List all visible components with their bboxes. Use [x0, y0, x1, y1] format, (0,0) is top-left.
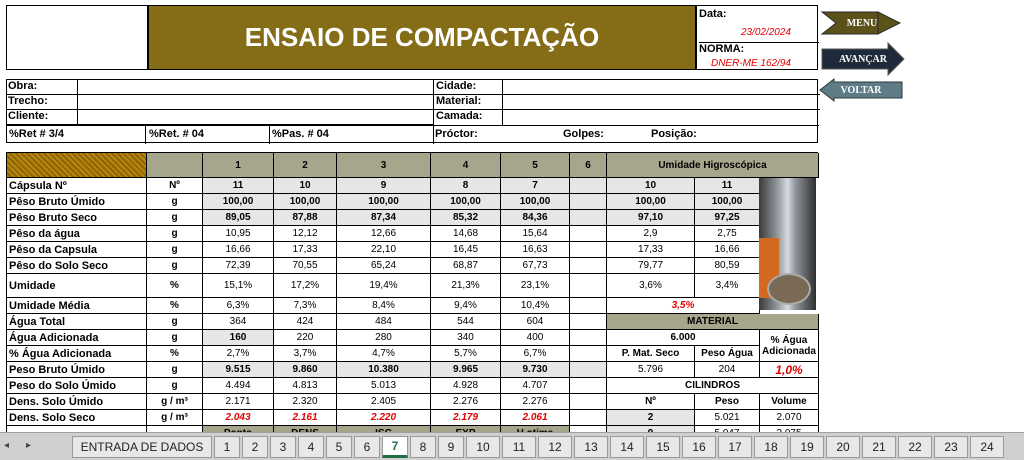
- data-cell: 4,7%: [337, 346, 431, 362]
- row-unit: g / m³: [147, 394, 203, 410]
- data-cell: 2.276: [431, 394, 501, 410]
- camada-label: Camada:: [436, 110, 483, 122]
- material-title: MATERIAL: [607, 314, 819, 330]
- ret34-label: %Ret # 3/4: [9, 128, 65, 140]
- cilindro-volume[interactable]: 2.070: [760, 410, 819, 426]
- sheet-tab-21[interactable]: 21: [862, 436, 896, 458]
- cidade-field[interactable]: [502, 80, 820, 125]
- data-cell: 8,4%: [337, 298, 431, 314]
- humidity-cell[interactable]: 3,6%: [607, 274, 695, 298]
- data-cell: 5.013: [337, 378, 431, 394]
- data-cell[interactable]: 10,95: [203, 226, 274, 242]
- data-cell[interactable]: [570, 226, 607, 242]
- data-cell: 2.043: [203, 410, 274, 426]
- back-button[interactable]: VOLTAR: [820, 79, 902, 101]
- table-header-blank: [147, 153, 203, 178]
- data-cell: [570, 410, 607, 426]
- data-cell[interactable]: 15,64: [501, 226, 570, 242]
- row-unit: g: [147, 330, 203, 346]
- data-cell[interactable]: 67,73: [501, 258, 570, 274]
- data-cell: 23,1%: [501, 274, 570, 298]
- data-cell[interactable]: 12,12: [274, 226, 337, 242]
- data-cell[interactable]: 84,36: [501, 210, 570, 226]
- row-unit: %: [147, 274, 203, 298]
- norma-value[interactable]: DNER-ME 162/94: [710, 58, 791, 69]
- data-cell: [570, 298, 607, 314]
- norma-label: NORMA:: [699, 42, 819, 55]
- humidity-cell[interactable]: 97,25: [695, 210, 760, 226]
- row-unit: %: [147, 298, 203, 314]
- row-unit: %: [147, 346, 203, 362]
- data-cell: 2.320: [274, 394, 337, 410]
- data-cell[interactable]: 9.860: [274, 362, 337, 378]
- data-cell[interactable]: 11: [203, 178, 274, 194]
- humidity-cell[interactable]: 100,00: [607, 194, 695, 210]
- humidity-cell[interactable]: 10: [607, 178, 695, 194]
- date-value[interactable]: 23/02/2024: [740, 27, 791, 38]
- data-cell: 2.405: [337, 394, 431, 410]
- date-box: [696, 5, 818, 70]
- data-cell[interactable]: 8: [431, 178, 501, 194]
- table-header-hatch: [7, 153, 147, 178]
- data-cell[interactable]: 16,63: [501, 242, 570, 258]
- data-cell[interactable]: 7: [501, 178, 570, 194]
- humidity-cell[interactable]: 16,66: [695, 242, 760, 258]
- row-label: Umidade: [7, 274, 147, 298]
- data-cell[interactable]: 9.515: [203, 362, 274, 378]
- agua-pct-label: [760, 330, 819, 362]
- data-cell: 4.813: [274, 378, 337, 394]
- cilindros-col: Volume: [760, 394, 819, 410]
- cliente-label: Cliente:: [8, 110, 49, 122]
- pas04-label: %Pas. # 04: [272, 128, 329, 140]
- data-cell: 2.161: [274, 410, 337, 426]
- data-cell[interactable]: 12,66: [337, 226, 431, 242]
- row-unit: g: [147, 314, 203, 330]
- data-cell[interactable]: 65,24: [337, 258, 431, 274]
- row-unit: g: [147, 242, 203, 258]
- data-cell: 364: [203, 314, 274, 330]
- info-block: [6, 79, 818, 143]
- data-cell: 484: [337, 314, 431, 330]
- row-unit: g: [147, 258, 203, 274]
- sheet-tab-17[interactable]: 17: [718, 436, 752, 458]
- data-cell: 2,7%: [203, 346, 274, 362]
- header-logo-box: [6, 5, 148, 70]
- data-cell[interactable]: 100,00: [274, 194, 337, 210]
- sheet-tab-bar: [0, 432, 1024, 460]
- data-cell: 15,1%: [203, 274, 274, 298]
- data-cell[interactable]: 87,88: [274, 210, 337, 226]
- col-header-2: 2: [274, 153, 337, 178]
- data-cell: [570, 274, 607, 298]
- peso-agua-label: Peso Água: [695, 346, 760, 362]
- data-cell: 21,3%: [431, 274, 501, 298]
- data-cell[interactable]: 100,00: [501, 194, 570, 210]
- humidity-cell[interactable]: 17,33: [607, 242, 695, 258]
- data-cell: 604: [501, 314, 570, 330]
- data-cell: [570, 314, 607, 330]
- data-cell[interactable]: 10.380: [337, 362, 431, 378]
- data-cell: 7,3%: [274, 298, 337, 314]
- data-cell[interactable]: 220: [274, 330, 337, 346]
- sheet-tab-8[interactable]: 8: [410, 436, 436, 458]
- sheet-tab-11[interactable]: 11: [502, 436, 536, 458]
- data-cell[interactable]: [570, 242, 607, 258]
- row-unit: g: [147, 194, 203, 210]
- humidity-cell[interactable]: 79,77: [607, 258, 695, 274]
- row-label: Pêso Bruto Úmido: [7, 194, 147, 210]
- sheet-tab-4[interactable]: 4: [298, 436, 324, 458]
- col-header-1: 1: [203, 153, 274, 178]
- sheet-tab-14[interactable]: 14: [610, 436, 644, 458]
- row-label: Dens. Solo Seco: [7, 410, 147, 426]
- data-cell[interactable]: 16,45: [431, 242, 501, 258]
- data-cell: 10,4%: [501, 298, 570, 314]
- umidade-higroscopica-header: Umidade Higroscópica: [607, 153, 819, 178]
- sheet-tab-9[interactable]: 9: [438, 436, 464, 458]
- sheet-tab-18[interactable]: 18: [754, 436, 788, 458]
- sheet-tab-3[interactable]: 3: [270, 436, 296, 458]
- data-cell[interactable]: 100,00: [203, 194, 274, 210]
- col-header-6: 6: [570, 153, 607, 178]
- data-cell[interactable]: 100,00: [337, 194, 431, 210]
- peso-mat-seco-label: P. Mat. Seco: [607, 346, 695, 362]
- row-label: Peso do Solo Úmido: [7, 378, 147, 394]
- col-header-4: 4: [431, 153, 501, 178]
- data-cell: [570, 394, 607, 410]
- humidity-cell[interactable]: 100,00: [695, 194, 760, 210]
- row-unit: g: [147, 226, 203, 242]
- cilindro-peso[interactable]: 5.021: [695, 410, 760, 426]
- peso-agua: 204: [695, 362, 760, 378]
- cilindro-num[interactable]: 2: [607, 410, 695, 426]
- row-label: Pêso da Capsula: [7, 242, 147, 258]
- sheet-tab-12[interactable]: 12: [538, 436, 572, 458]
- data-cell[interactable]: [570, 178, 607, 194]
- data-cell[interactable]: [570, 330, 607, 346]
- data-cell[interactable]: 14,68: [431, 226, 501, 242]
- trecho-label: Trecho:: [8, 95, 48, 107]
- data-cell: 4.707: [501, 378, 570, 394]
- date-label: Data:: [699, 8, 727, 20]
- cilindros-title: CILINDROS: [607, 378, 819, 394]
- posicao-label: Posição:: [651, 128, 697, 140]
- sheet-tab-10[interactable]: 10: [466, 436, 500, 458]
- sheet-tab-15[interactable]: 15: [646, 436, 680, 458]
- data-cell[interactable]: 89,05: [203, 210, 274, 226]
- tab-scroll-left-icon[interactable]: ◂: [4, 440, 10, 451]
- sheet-tab-16[interactable]: 16: [682, 436, 716, 458]
- data-cell: 17,2%: [274, 274, 337, 298]
- data-cell: 19,4%: [337, 274, 431, 298]
- row-unit: g / m³: [147, 410, 203, 426]
- row-label: Pêso da água: [7, 226, 147, 242]
- humidity-cell[interactable]: 11: [695, 178, 760, 194]
- data-cell[interactable]: 280: [337, 330, 431, 346]
- cidade-label: Cidade:: [436, 80, 477, 92]
- row-label: Dens. Solo Úmido: [7, 394, 147, 410]
- data-cell[interactable]: 340: [431, 330, 501, 346]
- sheet-tab-19[interactable]: 19: [790, 436, 824, 458]
- data-cell[interactable]: 70,55: [274, 258, 337, 274]
- data-cell: 9,4%: [431, 298, 501, 314]
- data-cell: 4.928: [431, 378, 501, 394]
- data-cell: 4.494: [203, 378, 274, 394]
- col-header-5: 5: [501, 153, 570, 178]
- peso-mat-seco: 5.796: [607, 362, 695, 378]
- data-cell: 2.179: [431, 410, 501, 426]
- data-cell: [570, 346, 607, 362]
- data-cell: 6,7%: [501, 346, 570, 362]
- data-cell[interactable]: 160: [203, 330, 274, 346]
- sheet-tab-23[interactable]: 23: [934, 436, 968, 458]
- proctor-label: Próctor:: [435, 128, 478, 140]
- cilindros-col: Nº: [607, 394, 695, 410]
- data-cell[interactable]: 9.965: [431, 362, 501, 378]
- data-cell: 6,3%: [203, 298, 274, 314]
- sheet-tab-7[interactable]: 7: [382, 436, 408, 458]
- row-label: Pêso do Solo Seco: [7, 258, 147, 274]
- row-label: Pêso Bruto Seco: [7, 210, 147, 226]
- data-cell: 2.220: [337, 410, 431, 426]
- humidity-cell[interactable]: 3,4%: [695, 274, 760, 298]
- data-cell[interactable]: 10: [274, 178, 337, 194]
- humidity-mean: 3,5%: [607, 298, 760, 314]
- row-label: Cápsula Nº: [7, 178, 147, 194]
- data-cell[interactable]: 400: [501, 330, 570, 346]
- row-label: Umidade Média: [7, 298, 147, 314]
- data-cell[interactable]: 9.730: [501, 362, 570, 378]
- sheet-tab-13[interactable]: 13: [574, 436, 608, 458]
- humidity-cell[interactable]: 2,75: [695, 226, 760, 242]
- cilindros-col: Peso: [695, 394, 760, 410]
- sheet-tab-1[interactable]: 1: [214, 436, 240, 458]
- data-cell: 2.276: [501, 394, 570, 410]
- data-cell[interactable]: 68,87: [431, 258, 501, 274]
- data-cell: [570, 378, 607, 394]
- data-cell: 424: [274, 314, 337, 330]
- col-header-3: 3: [337, 153, 431, 178]
- row-label: Peso Bruto Úmido: [7, 362, 147, 378]
- page-title: ENSAIO DE COMPACTAÇÃO: [148, 5, 696, 70]
- material-value[interactable]: 6.000: [607, 330, 760, 346]
- row-label: Água Adicionada: [7, 330, 147, 346]
- row-unit: g: [147, 378, 203, 394]
- menu-button[interactable]: MENU: [822, 8, 902, 38]
- data-cell[interactable]: 17,33: [274, 242, 337, 258]
- main-table: [6, 152, 818, 432]
- sheet-tab-22[interactable]: 22: [898, 436, 932, 458]
- sheet-tab-5[interactable]: 5: [326, 436, 352, 458]
- data-cell[interactable]: 87,34: [337, 210, 431, 226]
- data-cell: 2.171: [203, 394, 274, 410]
- obra-label: Obra:: [8, 80, 38, 92]
- soil-sample-photo: [759, 178, 816, 310]
- agua-pct-value[interactable]: 1,0%: [760, 362, 819, 378]
- row-label: % Água Adicionada: [7, 346, 147, 362]
- data-cell[interactable]: 100,00: [431, 194, 501, 210]
- sheet-tab-20[interactable]: 20: [826, 436, 860, 458]
- obra-field[interactable]: [77, 80, 433, 125]
- humidity-cell[interactable]: 97,10: [607, 210, 695, 226]
- data-cell[interactable]: [570, 258, 607, 274]
- data-cell: 2.061: [501, 410, 570, 426]
- data-cell[interactable]: 85,32: [431, 210, 501, 226]
- advance-button[interactable]: AVANÇAR: [822, 43, 904, 75]
- row-label: Água Total: [7, 314, 147, 330]
- sheet-tab-24[interactable]: 24: [970, 436, 1004, 458]
- data-cell: 3,7%: [274, 346, 337, 362]
- data-cell[interactable]: 22,10: [337, 242, 431, 258]
- tab-scroll-right-icon[interactable]: ▸: [26, 440, 32, 451]
- data-cell[interactable]: [570, 210, 607, 226]
- golpes-label: Golpes:: [563, 128, 604, 140]
- humidity-cell[interactable]: 2,9: [607, 226, 695, 242]
- row-unit: g: [147, 362, 203, 378]
- data-cell[interactable]: 16,66: [203, 242, 274, 258]
- data-cell: 5,7%: [431, 346, 501, 362]
- row-unit: Nº: [147, 178, 203, 194]
- sheet-tab-2[interactable]: 2: [242, 436, 268, 458]
- material-label: Material:: [436, 95, 482, 107]
- data-cell[interactable]: 9: [337, 178, 431, 194]
- agua-pct-label-line: Adicionada: [762, 345, 816, 357]
- humidity-cell[interactable]: 80,59: [695, 258, 760, 274]
- data-cell[interactable]: [570, 362, 607, 378]
- row-unit: g: [147, 210, 203, 226]
- sheet-tab-6[interactable]: 6: [354, 436, 380, 458]
- ret04-label: %Ret. # 04: [149, 128, 205, 140]
- data-cell[interactable]: [570, 194, 607, 210]
- data-cell: 544: [431, 314, 501, 330]
- agua-pct-label-line: % Água: [770, 334, 808, 346]
- data-cell[interactable]: 72,39: [203, 258, 274, 274]
- sheet-tab-entrada-de-dados[interactable]: ENTRADA DE DADOS: [72, 436, 212, 458]
